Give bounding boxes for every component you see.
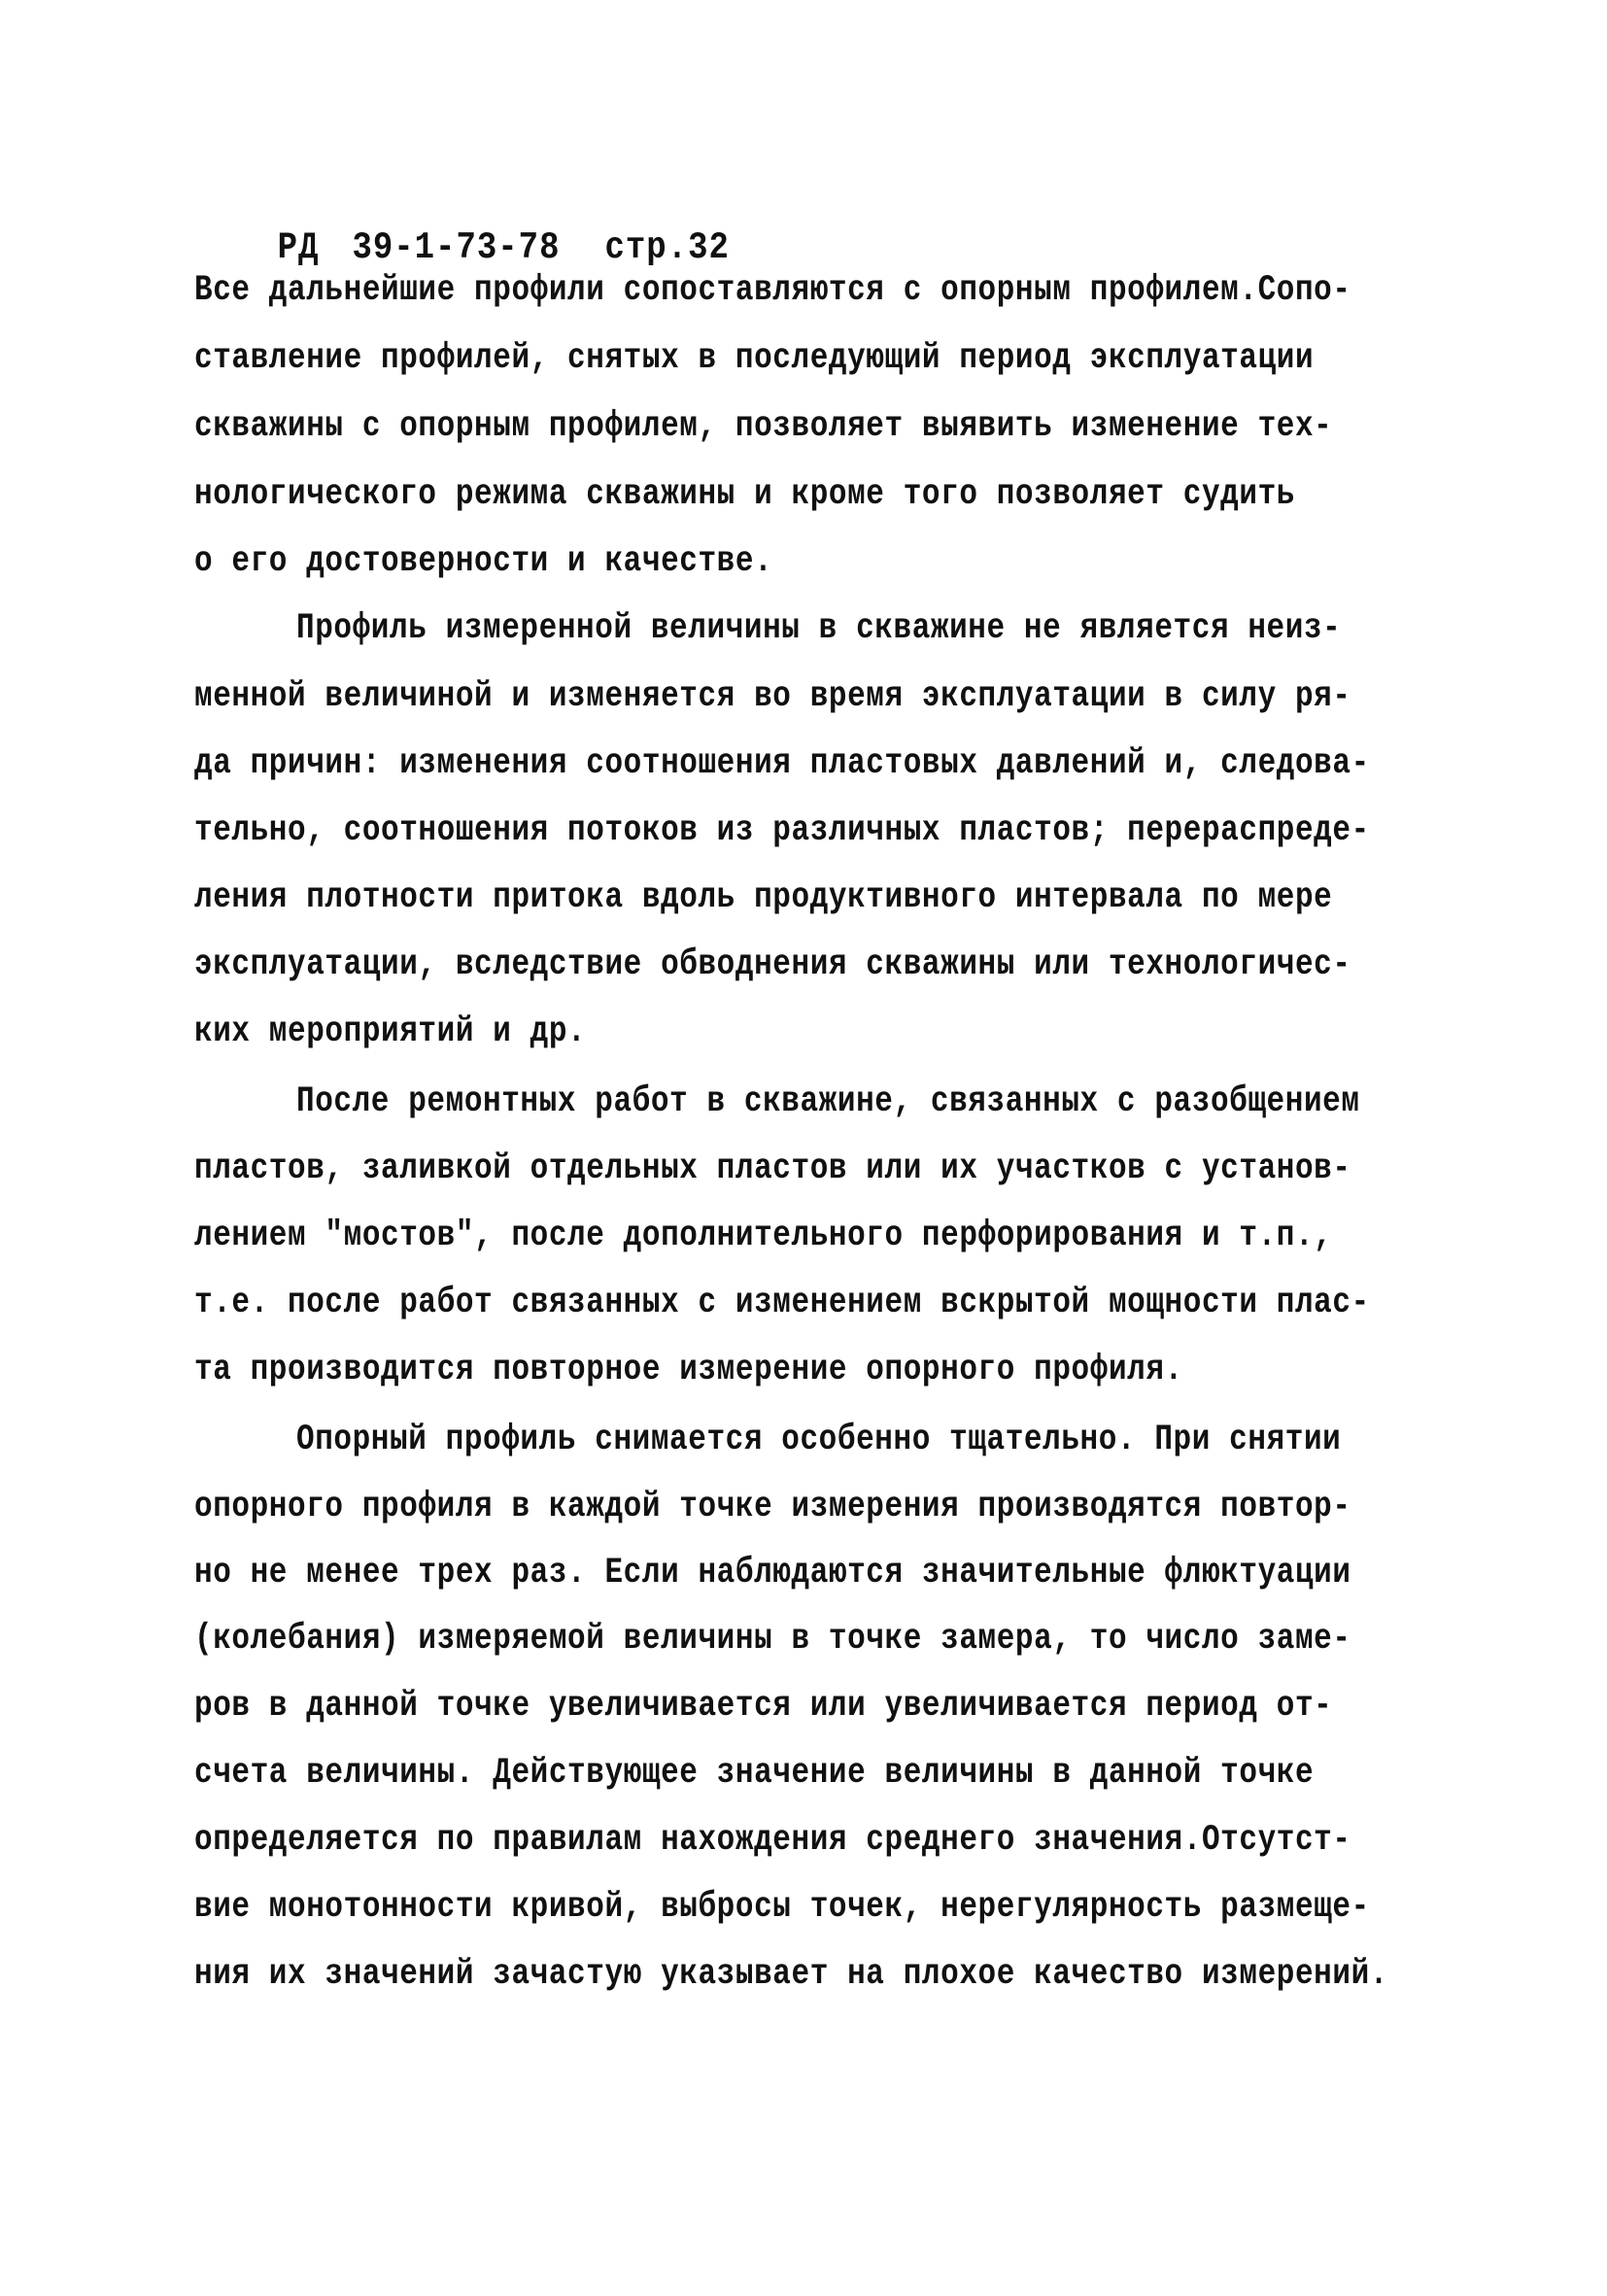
- text-line: Профиль измеренной величины в скважине не является неиз-: [296, 608, 1342, 649]
- text-line: ления плотности притока вдоль продуктивного интервала по мере: [194, 877, 1333, 918]
- text-line: Опорный профиль снимается особенно тщательно. При снятии: [296, 1420, 1342, 1460]
- text-line: но не менее трех раз. Если наблюдаются значительные флюктуации: [194, 1553, 1351, 1593]
- text-line: вие монотонности кривой, выбросы точек, нерегулярность размеще-: [194, 1887, 1370, 1928]
- text-line: ких мероприятий и др.: [194, 1011, 587, 1052]
- text-line: т.е. после работ связанных с изменением вскрытой мощности плас-: [194, 1283, 1370, 1323]
- text-line: пластов, заливкой отдельных пластов или их участков с установ-: [194, 1148, 1351, 1189]
- text-line: (колебания) измеряемой величины в точке замера, то число заме-: [194, 1619, 1351, 1660]
- text-line: эксплуатации, вследствие обводнения скважины или технологичес-: [194, 944, 1351, 985]
- page-number: стр.32: [604, 226, 730, 270]
- text-line: нологического режима скважины и кроме того позволяет судить: [194, 474, 1295, 515]
- text-line: менной величиной и изменяется во время эксплуатации в силу ря-: [194, 676, 1351, 717]
- text-line: определяется по правилам нахождения среднего значения.Отсутст-: [194, 1820, 1351, 1861]
- doc-prefix: РД: [277, 226, 320, 270]
- text-line: ров в данной точке увеличивается или увеличивается период от-: [194, 1686, 1333, 1727]
- text-line: лением "мостов", после дополнительного перфорирования и т.п.,: [194, 1216, 1333, 1256]
- text-line: скважины с опорным профилем, позволяет выявить изменение тех-: [194, 406, 1333, 447]
- text-line: о его достоверности и качестве.: [194, 541, 773, 582]
- text-line: та производится повторное измерение опорного профиля.: [194, 1350, 1183, 1390]
- text-line: тельно, соотношения потоков из различных пластов; перераспреде-: [194, 810, 1370, 851]
- text-line: да причин: изменения соотношения пластовых давлений и, следова-: [194, 743, 1370, 784]
- text-line: опорного профиля в каждой точке измерения производятся повтор-: [194, 1487, 1351, 1527]
- doc-number: 39-1-73-78: [352, 226, 561, 270]
- text-line: счета величины. Действующее значение величины в данной точке: [194, 1753, 1315, 1794]
- text-line: ставление профилей, снятых в последующий период эксплуатации: [194, 338, 1315, 379]
- text-line: После ремонтных работ в скважине, связанных с разобщением: [296, 1081, 1360, 1122]
- text-line: ния их значений зачастую указывает на плохое качество измерений.: [194, 1954, 1388, 1995]
- text-line: Все дальнейшие профили сопоставляются с опорным профилем.Сопо-: [194, 270, 1351, 311]
